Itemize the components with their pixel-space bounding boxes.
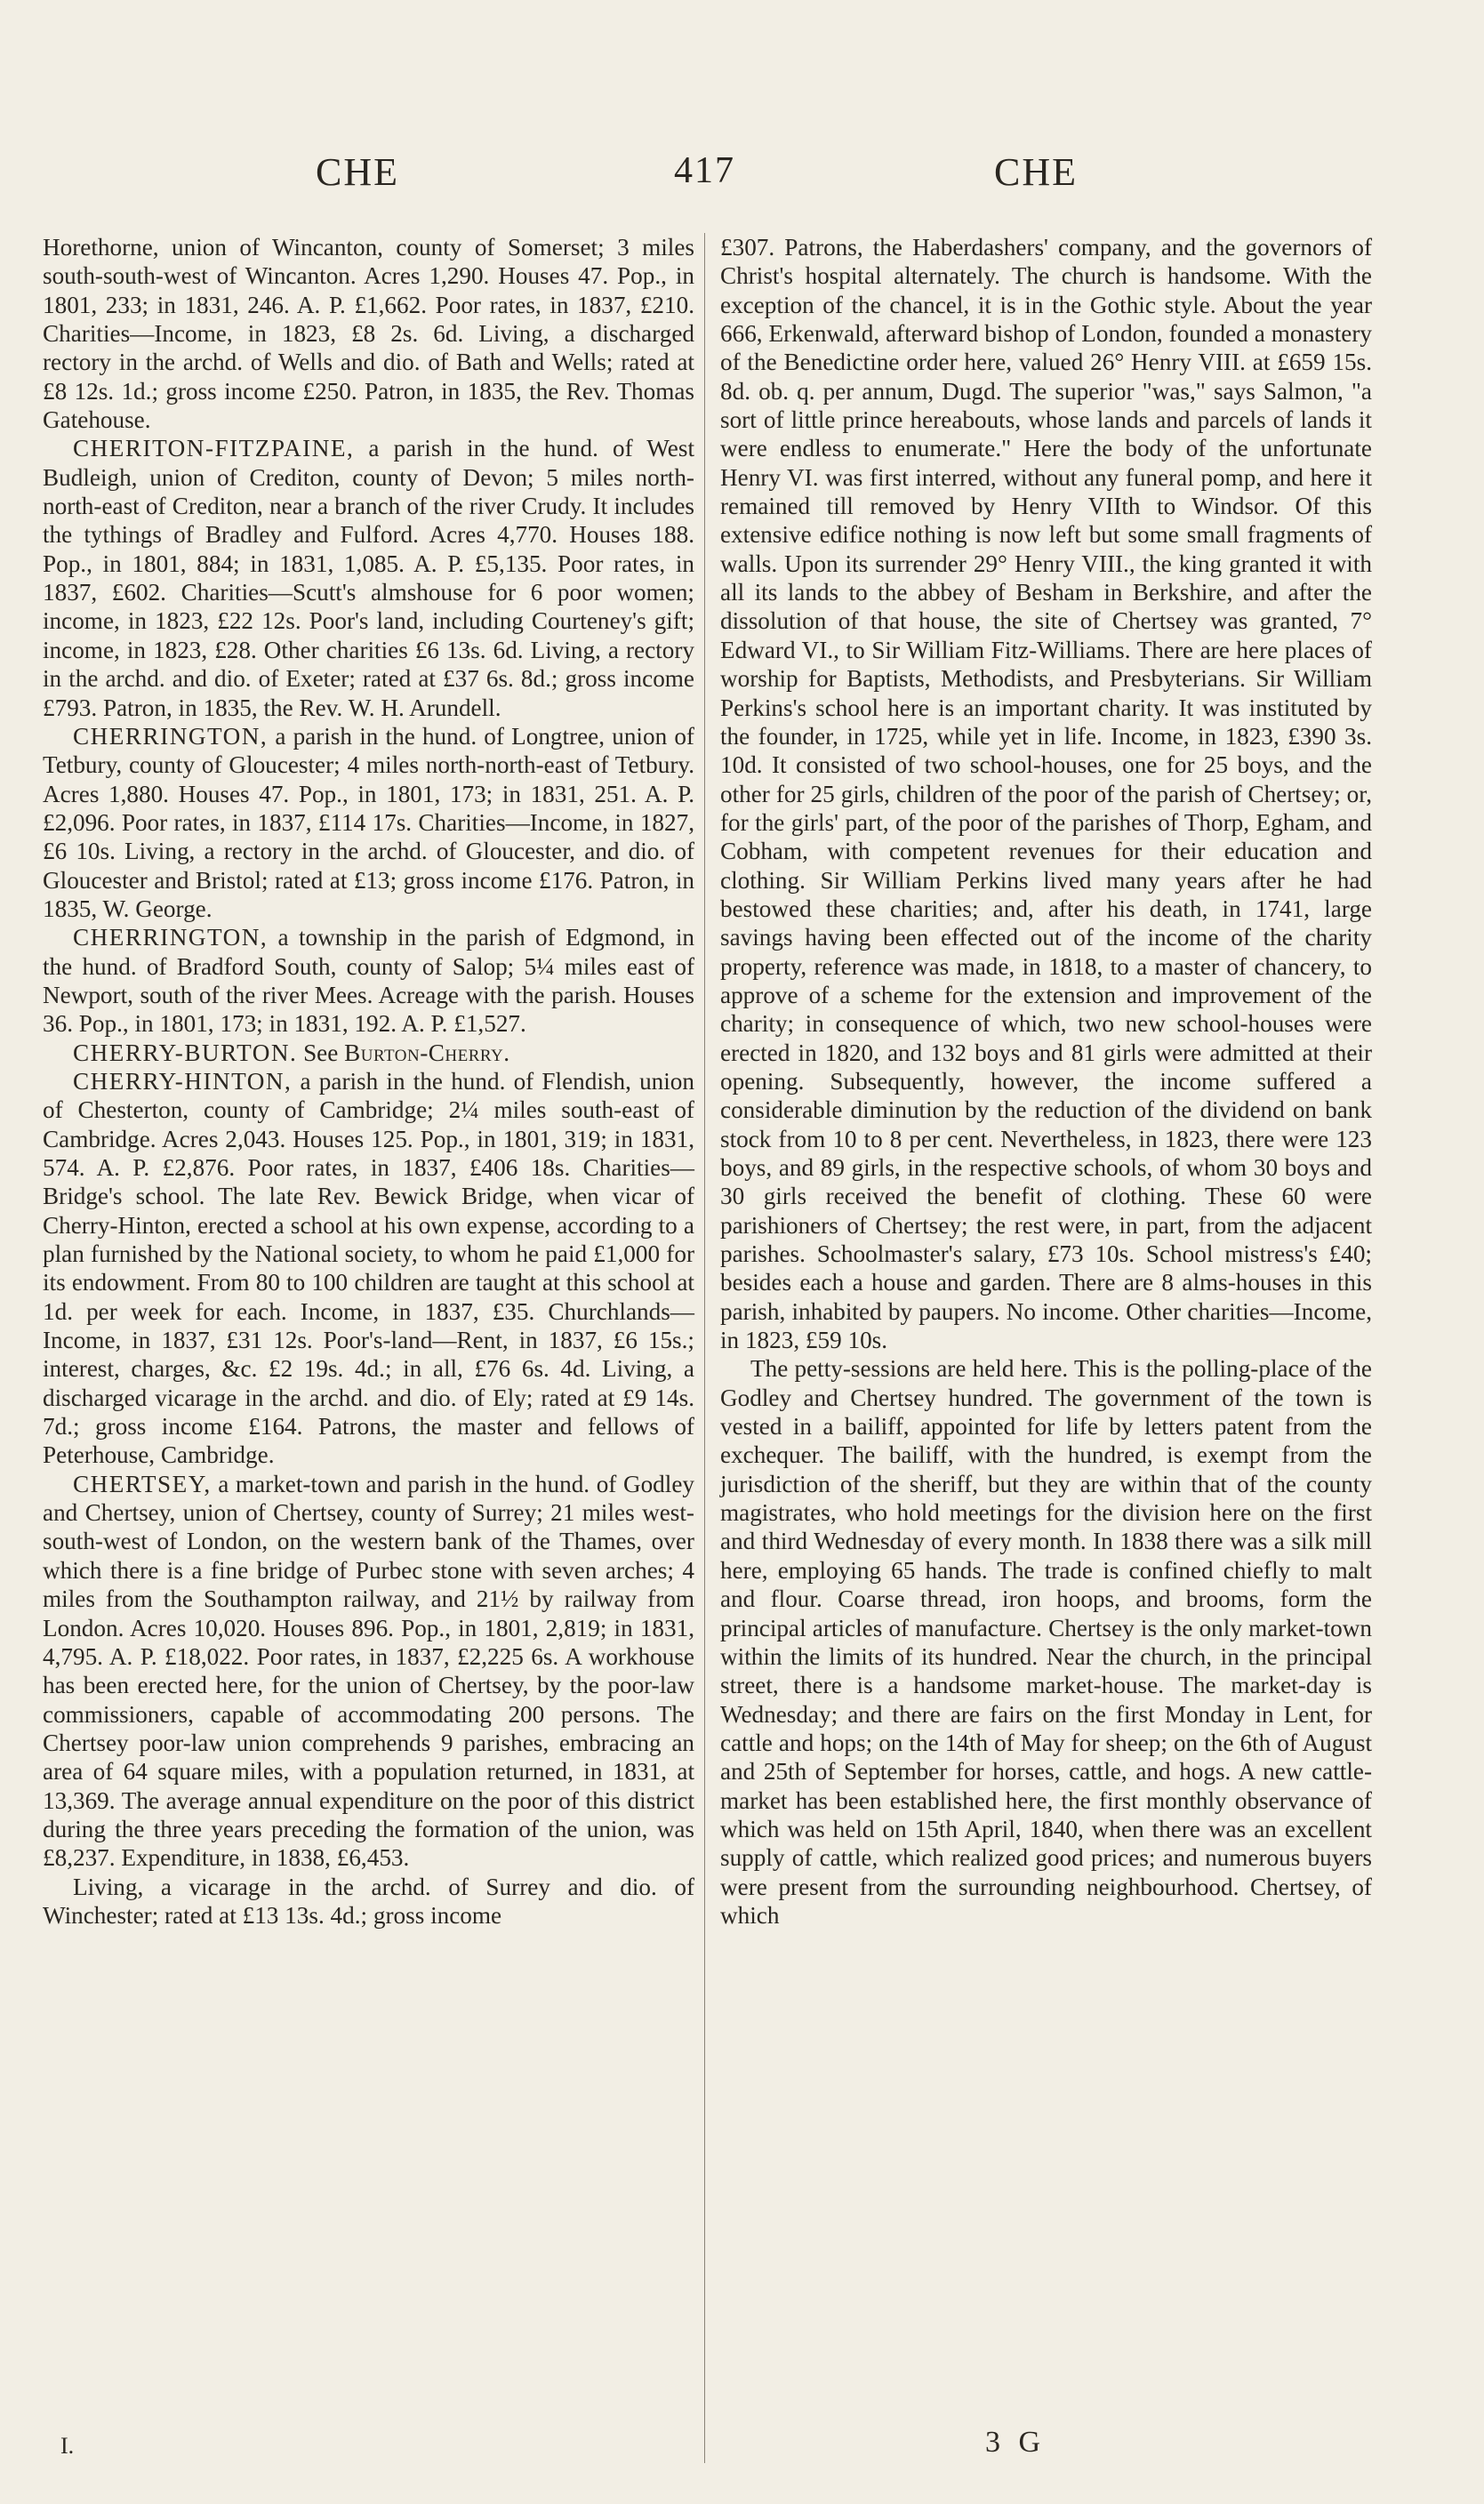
- entry-heading: CHERTSEY,: [73, 1470, 212, 1497]
- entry-heading: CHERRY-BURTON.: [73, 1039, 298, 1066]
- running-head-left: CHE: [316, 150, 399, 194]
- running-head-right: CHE: [994, 150, 1078, 194]
- entry-heading: CHERRY-HINTON,: [73, 1067, 293, 1095]
- entry-paragraph: CHERRINGTON, a township in the parish of Edgmond, in the hund. of Bradford South, county of Salop; 5¼ miles east of Newport, south of the river Mees. Acreage with the parish. Houses 36. Pop., in 1801, 173; in 1831, 192. A. P. £1,527.: [43, 924, 694, 1038]
- page-footer: [0, 2426, 1484, 2477]
- entry-heading: CHERITON-FITZPAINE,: [73, 435, 355, 462]
- page-header: [0, 149, 1484, 212]
- volume-mark: I.: [60, 2433, 75, 2459]
- column-divider: [704, 233, 705, 2463]
- entry-paragraph: The petty-sessions are held here. This is the polling-place of the Godley and Chertsey hundred. The government of the town is vested in a bailiff, appointed for life by letters patent from the exchequer. The bailiff, with the hundred, is exempt from the jurisdiction of the sheriff, but they are within that of the county magistrates, who hold meetings for the division here on the first and third Wednesday of every month. In 1838 there was a silk mill here, employing 65 hands. The trade is confined chiefly to malt and flour. Coarse thread, iron hoops, and brooms, form the principal articles of manufacture. Chertsey is the only market-town within the limits of its hundred. Near the church, in the principal street, there is a handsome market-house. The market-day is Wednesday; and there are fairs on the first Monday in Lent, for cattle and hops; on the 14th of May for sheep; on the 6th of August and 25th of September for horses, cattle, and hogs. A new cattle-market has been established here, the first monthly observance of which was held on 15th April, 1840, when there was an excellent supply of cattle, which realized good prices; and numerous buyers were present from the surrounding neighbourhood. Chertsey, of which: [720, 1355, 1372, 1929]
- entry-heading: CHERRINGTON,: [73, 924, 269, 951]
- entry-paragraph: CHERRY-HINTON, a parish in the hund. of Flendish, union of Chesterton, county of Cambridge; 2¼ miles south-east of Cambridge. Acres 2,043. Houses 125. Pop., in 1801, 319; in 1831, 574. A. P. £2,876. Poor rates, in 1837, £406 18s. Charities—Bridge's school. The late Rev. Bewick Bridge, when vicar of Cherry-Hinton, erected a school at his own expense, according to a plan furnished by the National society, to whom he paid £1,000 for its endowment. From 80 to 100 children are taught at this school at 1d. per week for each. Income, in 1837, £35. Churchlands—Income, in 1837, £31 12s. Poor's-land—Rent, in 1837, £6 15s.; interest, charges, &c. £2 19s. 4d.; in all, £76 6s. 4d. Living, a discharged vicarage in the archd. and dio. of Ely; rated at £9 14s. 7d.; gross income £164. Patrons, the master and fellows of Peterhouse, Cambridge.: [43, 1067, 694, 1469]
- signature-mark: 3 G: [985, 2426, 1047, 2459]
- entry-paragraph: CHERRINGTON, a parish in the hund. of Longtree, union of Tetbury, county of Gloucester; 4 miles north-north-east of Tetbury. Acres 1,880. Houses 47. Pop., in 1801, 173; in 1831, 251. A. P. £2,096. Poor rates, in 1837, £114 17s. Charities—Income, in 1827, £6 10s. Living, a rectory in the archd. of Gloucester, and dio. of Gloucester and Bristol; rated at £13; gross income £176. Patron, in 1835, W. George.: [43, 722, 694, 922]
- page-number: 417: [674, 150, 735, 191]
- entry-paragraph: Horethorne, union of Wincanton, county of Somerset; 3 miles south-south-west of Wincanton. Acres 1,290. Houses 47. Pop., in 1801, 233; in 1831, 246. A. P. £1,662. Poor rates, in 1837, £210. Charities—Income, in 1823, £8 2s. 6d. Living, a discharged rectory in the archd. of Wells and dio. of Bath and Wells; rated at £8 12s. 1d.; gross income £250. Patron, in 1835, the Rev. Thomas Gatehouse.: [43, 234, 694, 434]
- entry-paragraph: CHERITON-FITZPAINE, a parish in the hund. of West Budleigh, union of Crediton, county of Devon; 5 miles north-north-east of Crediton, near a branch of the river Crudy. It includes the tythings of Bradley and Fulford. Acres 4,770. Houses 188. Pop., in 1801, 884; in 1831, 1,085. A. P. £5,135. Poor rates, in 1837, £602. Charities—Scutt's almshouse for 6 poor women; income, in 1823, £22 12s. Poor's land, including Courteney's gift; income, in 1823, £28. Other charities £6 13s. 6d. Living, a rectory in the archd. and dio. of Exeter; rated at £37 6s. 8d.; gross income £793. Patron, in 1835, the Rev. W. H. Arundell.: [43, 435, 694, 721]
- entry-heading: CHERRINGTON,: [73, 722, 269, 750]
- entry-paragraph: Living, a vicarage in the archd. of Surrey and dio. of Winchester; rated at £13 13s. 4d.; gross income: [43, 1873, 694, 1929]
- entry-paragraph: CHERTSEY, a market-town and parish in the hund. of Godley and Chertsey, union of Chertsey, county of Surrey; 21 miles west-south-west of London, on the western bank of the Thames, over which there is a fine bridge of Purbec stone with seven arches; 4 miles from the Southampton railway, and 21½ by railway from London. Acres 10,020. Houses 896. Pop., in 1801, 2,819; in 1831, 4,795. A. P. £18,022. Poor rates, in 1837, £2,225 6s. A workhouse has been erected here, for the union of Chertsey, by the poor-law commissioners, capable of accommodating 200 persons. The Chertsey poor-law union comprehends 9 parishes, embracing an area of 64 square miles, with a population returned, in 1831, at 13,369. The average annual expenditure on the poor of this district during the three years preceding the formation of the union, was £8,237. Expenditure, in 1838, £6,453.: [43, 1470, 694, 1872]
- right-column: [720, 233, 1372, 1930]
- left-column: [43, 233, 694, 1930]
- entry-paragraph: £307. Patrons, the Haberdashers' company, and the governors of Christ's hospital alternately. The church is handsome. With the exception of the chancel, it is in the Gothic style. About the year 666, Erkenwald, afterward bishop of London, founded a monastery of the Benedictine order here, valued 26° Henry VIII. at £659 15s. 8d. ob. q. per annum, Dugd. The superior "was," says Salmon, "a sort of little prince hereabouts, whose lands and parcels of lands it were endless to enumerate." Here the body of the unfortunate Henry VI. was first interred, without any funeral pomp, and here it remained till removed by Henry VIIth to Windsor. Of this extensive edifice nothing is now left but some small fragments of walls. Upon its surrender 29° Henry VIII., the king granted it with all its lands to the abbey of Besham in Berkshire, and after the dissolution of that house, the site of Chertsey was granted, 7° Edward VI., to Sir William Fitz-Williams. There are here places of worship for Baptists, Methodists, and Presbyterians. Sir William Perkins's school here is an important charity. It was instituted by the founder, in 1725, while yet in life. Income, in 1823, £390 3s. 10d. It consisted of two school-houses, one for 25 boys, and the other for 25 girls, children of the poor of the parish of Chertsey; or, for the girls' part, of the poor of the parishes of Thorp, Egham, and Cobham, with competent revenues for their education and clothing. Sir William Perkins lived many years after he had bestowed these charities; and, after his death, in 1741, large savings having been effected out of the income of the charity property, reference was made, in 1818, to a master of chancery, to approve of a scheme for the extension and improvement of the charity; in consequence of which, two new school-houses were erected in 1820, and 132 boys and 81 girls were admitted at their opening. Subsequently, however, the income suffered a considerable diminution by the reduction of the dividend on bank stock from 10 to 8 per cent. Nevertheless, in 1823, there were 123 boys, and 89 girls, in the respective schools, of whom 30 boys and 30 girls received the benefit of clothing. These 60 were parishioners of Chertsey; the rest were, in part, from the adjacent parishes. Schoolmaster's salary, £73 10s. School mistress's £40; besides each a house and garden. There are 8 alms-houses in this parish, inhabited by paupers. No income. Other charities—Income, in 1823, £59 10s.: [720, 234, 1372, 1354]
- cross-reference: Burton-Cherry.: [344, 1039, 510, 1066]
- entry-paragraph: CHERRY-BURTON. See Burton-Cherry.: [73, 1039, 510, 1066]
